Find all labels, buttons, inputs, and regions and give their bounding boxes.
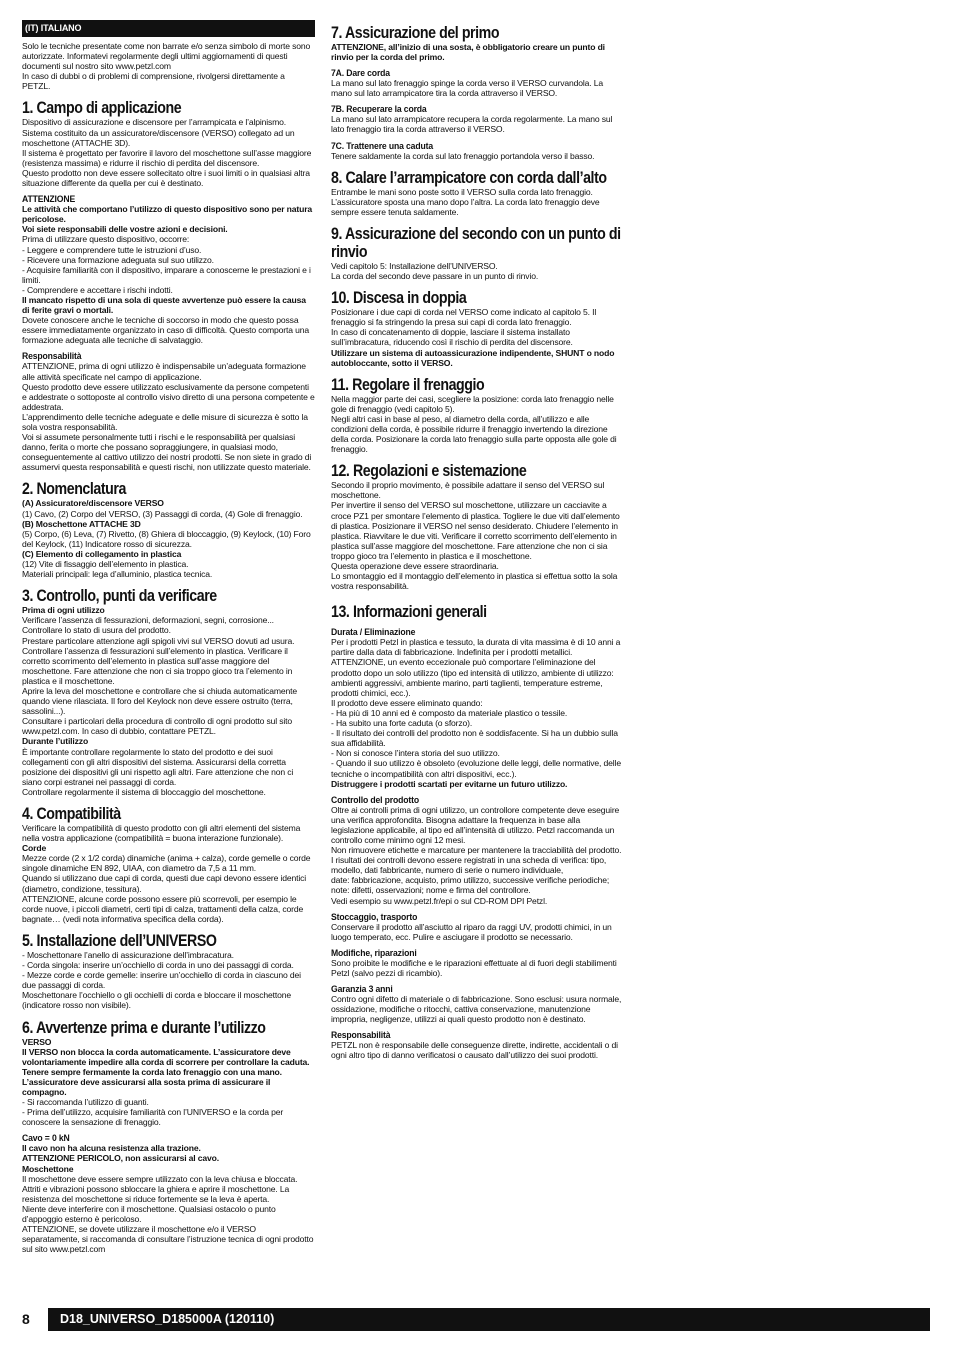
subsection-label: Moschettone: [22, 1163, 74, 1174]
subsection-title: Responsabilità: [331, 1029, 391, 1041]
paragraph: Questo prodotto non deve essere sollecitato oltre i suoi limiti o in qualsiasi altra situazione differente da quella per cui è destinato.: [22, 167, 310, 189]
section-title: 6. Avvertenze prima e durante l’utilizzo: [22, 1018, 266, 1037]
section-2: [22, 480, 315, 579]
subsection-label: VERSO: [22, 1036, 52, 1047]
subsection-label: (A) Assicuratore/discensore VERSO: [22, 498, 164, 509]
subsection-title: Modifiche, riparazioni: [331, 946, 417, 958]
paragraph: Verificare l’assenza di fessurazioni, deformazioni, segni, corrosione...: [22, 615, 274, 626]
paragraph: Posizionare i due capi di corda nel VERSO come indicato al capitolo 5. Il frenaggio si fa stringendo la presa sui capi di corda lato frenaggio.: [331, 307, 597, 328]
section-title: 11. Regolare il frenaggio: [331, 375, 485, 394]
paragraph: ATTENZIONE, prima di ogni utilizzo è indispensabile un’adeguata formazione alle attività specificate nel campo di applicazione.: [22, 361, 306, 382]
warning-text: Il VERSO non blocca la corda automaticamente. L’assicuratore deve volontariamente impedire alla corda di scorrere per controllare la caduta. Tenere sempre fermamente la corda lato frenaggio con una mano. L’assicuratore deve assicurarsi alla sosta prima di assicurare il compagno.: [22, 1046, 310, 1097]
subsection-title: Stoccaggio, trasporto: [331, 910, 418, 922]
warning-text: ATTENZIONE, all’inizio di una sosta, è obbligatorio creare un punto di rinvio per la corda del primo.: [331, 42, 605, 63]
section-9: [331, 225, 622, 281]
list-item: - Prima dell’utilizzo, acquisire familiarità con l’UNIVERSO e la corda per conoscere la sensazione di frenaggio.: [22, 1107, 284, 1128]
list-item: - Non si conosce l’intera storia del suo utilizzo.: [331, 748, 500, 759]
paragraph: Nella maggior parte dei casi, scegliere la posizione: corda lato frenaggio nelle gole di frenaggio (vedi capitolo 5).: [331, 393, 614, 414]
right-column: [331, 20, 622, 1060]
list-item: - Corda singola: inserire un’occhiello di corda in uno dei passaggi di corda.: [22, 960, 294, 971]
paragraph: Questo prodotto deve essere utilizzato esclusivamente da persone competenti e addestrate o sottoposte al controllo visivo diretto di una persona competente e addestrata.: [22, 381, 315, 412]
list-item: - Leggere e comprendere tutte le istruzioni d’uso.: [22, 244, 202, 255]
warning-text: Le attività che comportano l’utilizzo di questo dispositivo sono per natura pericolose.: [22, 204, 313, 225]
list-item: - Ricevere una formazione adeguata sul suo utilizzo.: [22, 254, 214, 265]
section-title: 8. Calare l’arrampicatore con corda dall’alto: [331, 168, 607, 187]
paragraph: Lo smontaggio ed il montaggio dell’elemento in plastica si effettua sotto la sola vostra responsabilità.: [331, 571, 618, 592]
paragraph: Per invertire il senso del VERSO sul moschettone, utilizzare un cacciavite a croce PZ1 per smontare l’elemento di plastica. Togliere le due viti dall’elemento di plastica. Posizionare il VERSO nel senso desiderato. Chiudere l’elemento in plastica. Riavvitare le due viti. Verificare il corretto scorrimento dell’elemento in plastica sull’asse maggiore del moschettone. Fare attenzione che non ci sia troppo gioco tra l’elemento in plastica e il moschettone.: [331, 500, 620, 561]
paragraph: Controllare lo stato di usura del prodotto.: [22, 625, 171, 636]
paragraph: Contro ogni difetto di materiale o di fabbricazione. Sono esclusi: usura normale, ossidazione, modifiche o ritocchi, cattiva conservazione, manutenzione impropria, negligenze, utilizzi ai quali questo prodotto non è destinato.: [331, 994, 622, 1025]
section-10: [331, 289, 622, 368]
section-title: 1. Campo di applicazione: [22, 99, 182, 118]
section-title: 13. Informazioni generali: [331, 603, 487, 622]
section-8: [331, 169, 622, 217]
section-title: 10. Discesa in doppia: [331, 289, 467, 308]
paragraph: Questa operazione deve essere straordinaria.: [331, 561, 499, 571]
paragraph: Attriti e vibrazioni possono sbloccare la ghiera e aprire il moschettone. La resistenza del moschettone si riduce fortemente se la leva è aperta.: [22, 1183, 290, 1204]
paragraph: Per i prodotti Petzl in plastica e tessuto, la durata di vita massima è di 10 anni a partire dalla data di fabbricazione. Indefinita per i prodotti metallici.: [331, 637, 621, 658]
paragraph: La mano sul lato frenaggio spinge la corda verso il VERSO curvandola. La mano sul lato arrampicatore tira la corda attraverso il VERSO.: [331, 78, 604, 99]
paragraph: Negli altri casi in base al peso, al diametro della corda, all’utilizzo e alle condizioni della corda, è possibile ridurre il frenaggio invertendo la direzione della corda. Posizionare la corda lato frenaggio sulla parte opposta alle gole di frenaggio.: [331, 413, 617, 455]
paragraph: Conservare il prodotto all’asciutto al riparo da raggi UV, prodotti chimici, in un luogo temperato, ecc. Pulire e asciugare il prodotto se necessario.: [331, 921, 612, 942]
paragraph: Controllare l’assenza di fessurazioni sull’elemento in plastica. Verificare il corretto scorrimento dell’elemento in plastica sull’asse maggiore del moschettone. Fare attenzione che non ci sia troppo gioco tra l’elemento in plastica e il moschettone.: [22, 645, 293, 686]
list-item: - Comprendere e accettare i rischi indotti.: [22, 284, 173, 295]
paragraph: Entrambe le mani sono poste sotto il VERSO sulla corda lato frenaggio.: [331, 186, 593, 197]
paragraph: In caso di concatenamento di doppie, lasciare il sistema installato sull’imbracatura, riducendo così il rischio di perdita del discensore.: [331, 327, 573, 348]
section-13: [331, 603, 622, 1060]
paragraph: ATTENZIONE, alcune corde possono essere più scorrevoli, per esempio le corde nuove, i piccoli diametri, certi tipi di calza, trattamenti della calza, corde bagnate… (vedi nota informativa specifica della corda).: [22, 893, 304, 924]
paragraph: Il sistema è progettato per favorire il lavoro del moschettone sull’asse maggiore (resistenza massima) e ridurre il rischio di perdita del discensore.: [22, 147, 312, 168]
warning-text: Il mancato rispetto di una sola di queste avvertenze può essere la causa di ferite gravi o mortali.: [22, 294, 306, 316]
paragraph: (1) Cavo, (2) Corpo del VERSO, (3) Passaggi di corda, (4) Gole di frenaggio.: [22, 508, 303, 519]
intro-1: Solo le tecniche presentate come non barrate e/o senza simbolo di morte sono autorizzate. Informatevi regolarmente degli ultimi aggiornamenti di questi documenti sul nostro sito www.petzl.com: [22, 41, 311, 72]
section-title: 9. Assicurazione del secondo con un punto di rinvio: [331, 224, 621, 261]
paragraph: Aprire la leva del moschettone e controllare che si chiuda automaticamente quando viene rilasciata. Il foro del Keylock non deve essere ostruito (terra, sassolini...).: [22, 685, 298, 717]
subsection-title: 7B. Recuperare la corda: [331, 103, 427, 115]
paragraph: Verificare la compatibilità di questo prodotto con gli altri elementi del sistema nella vostra applicazione (compatibilità = buona interazione funzionale).: [22, 823, 301, 844]
section-title: 12. Regolazioni e sistemazione: [331, 462, 527, 481]
subsection-label: (B) Moschettone ATTACHE 3D: [22, 518, 141, 529]
list-item: - Acquisire familiarità con il dispositivo, imparare a conoscerne le prestazioni e i limiti.: [22, 264, 311, 285]
section-title: 3. Controllo, punti da verificare: [22, 587, 217, 606]
warning-text: Utilizzare un sistema di autoassicurazione indipendente, SHUNT o nodo autobloccante, sotto il VERSO.: [331, 347, 615, 368]
paragraph: ATTENZIONE, un evento eccezionale può comportare l’eliminazione del prodotto dopo un solo utilizzo (tipo ed intensità di utilizzo, ambiente di utilizzo: ambienti aggressivi, ambiente marino, parti taglienti, temperature estreme, prodotti chimici, ecc.).: [331, 657, 614, 698]
list-item: - Mezze corde e corde gemelle: inserire un’occhiello di corda in ciascuno dei due passaggi di corda.: [22, 970, 301, 991]
paragraph: La corda del secondo deve passare in un punto di rinvio.: [331, 271, 539, 282]
warning-text: Il cavo non ha alcuna resistenza alla trazione.: [22, 1143, 201, 1154]
paragraph: Il moschettone deve essere sempre utilizzato con la leva chiusa e bloccata.: [22, 1173, 298, 1184]
list-item: - Quando il suo utilizzo è obsoleto (evoluzione delle leggi, delle normative, delle tecniche o incompatibilità con altri dispositivi, ecc.).: [331, 758, 621, 779]
paragraph: I risultati dei controlli devono essere registrati in una scheda di verifica: tipo, modello, dati fabbricante, numero di serie o numero individuale,: [331, 855, 607, 876]
paragraph: (12) Vite di fissaggio dell’elemento in plastica.: [22, 559, 189, 570]
list-item: Prima di utilizzare questo dispositivo, occorre:: [22, 234, 190, 245]
paragraph: Il prodotto deve essere eliminato quando:: [331, 697, 483, 708]
section-12: [331, 462, 622, 591]
paragraph: Moschettonare l’occhiello o gli occhielli di corda e bloccare il moschettone (indicatore rosso non visibile).: [22, 990, 291, 1011]
paragraph: L’apprendimento delle tecniche adeguate e delle misure di sicurezza è sotto la sola vostra responsabilità.: [22, 411, 308, 432]
list-item: - Moschettonare l’anello di assicurazione dell’imbracatura.: [22, 949, 234, 960]
paragraph: Non rimuovere etichette e marcature per mantenere la tracciabilità del prodotto.: [331, 845, 622, 856]
paragraph: Vedi capitolo 5: Installazione dell’UNIVERSO.: [331, 260, 498, 271]
subsection-label: Durante l’utilizzo: [22, 736, 89, 747]
paragraph: Dispositivo di assicurazione e discensore per l’arrampicata e l’alpinismo.: [22, 117, 287, 128]
section-title: 5. Installazione dell’UNIVERSO: [22, 931, 217, 950]
subsection-title: 7A. Dare corda: [331, 67, 390, 79]
list-item: - Ha più di 10 anni ed è composto da materiale plastico o tessile.: [331, 707, 568, 718]
paragraph: La mano sul lato arrampicatore recupera la corda regolarmente. La mano sul lato frenaggio tira la corda attraverso il VERSO.: [331, 114, 613, 135]
subsection-title: Controllo del prodotto: [331, 793, 419, 805]
warning-text: Distruggere i prodotti scartati per evitarne un futuro utilizzo.: [331, 778, 568, 789]
subsection-title: Responsabilità: [22, 350, 82, 362]
paragraph: È importante controllare regolarmente lo stato del prodotto e dei suoi collegamenti con gli altri dispositivi del sistema. Assicurarsi della corretta posizione dei dispositivi gli uni rispetto agli altri. Fare attenzione che non ci siano corpi estranei nei passaggi di corda.: [22, 746, 294, 787]
paragraph: Materiali principali: lega d’alluminio, plastica tecnica.: [22, 569, 213, 580]
section-11: [331, 376, 622, 455]
page-number: 8: [22, 1311, 30, 1327]
warning-text: ATTENZIONE PERICOLO, non assicurarsi al cavo.: [22, 1153, 220, 1164]
paragraph: Mezze corde (2 x 1/2 corda) dinamiche (anima + calza), corde gemelle o corde singole dinamiche EN 892, UIAA, con diametro da 7,5 a 11 mm.: [22, 853, 311, 874]
list-item: - Si raccomanda l’utilizzo di guanti.: [22, 1097, 149, 1108]
paragraph: Oltre ai controlli prima di ogni utilizzo, un controllore competente deve eseguire una verifica approfondita. Bisogna adattare la frequenza in base alla legislazione applicabile, al tipo ed all’intensità di utilizzo. Petzl raccomanda un controllo come minimo ogni 12 mesi.: [331, 804, 620, 845]
section-1: [22, 99, 315, 472]
subsection-title: ATTENZIONE: [22, 193, 76, 205]
paragraph: date: fabbricazione, acquisto, primo utilizzo, successive verifiche periodiche; note: difetti, osservazioni; nome e firma del controllore.: [331, 875, 610, 896]
paragraph: L’assicuratore sposta una mano dopo l’altra. La corda lato frenaggio deve sempre essere tenuta saldamente.: [331, 196, 600, 217]
section-title: 4. Compatibilità: [22, 805, 121, 823]
paragraph: Vedi esempio su www.petzl.fr/epi o sul CD-ROM DPI Petzl.: [331, 895, 548, 906]
list-item: - Il risultato dei controlli del prodotto non è soddisfacente. Si ha un dubbio sulla sua affidabilità.: [331, 728, 618, 749]
document-reference: D18_UNIVERSO_D185000A (120110): [48, 1308, 930, 1331]
section-3: [22, 587, 315, 797]
paragraph: Niente deve interferire con il moschettone. Qualsiasi ostacolo o punto d’appoggio esterno è pericoloso.: [22, 1203, 276, 1224]
paragraph: Tenere saldamente la corda sul lato frenaggio portandola verso il basso.: [331, 150, 595, 161]
section-4: [22, 805, 315, 924]
subsection-label: Prima di ogni utilizzo: [22, 605, 105, 616]
section-title: 7. Assicurazione del primo: [331, 24, 500, 42]
subsection-title: Cavo = 0 kN: [22, 1132, 70, 1144]
paragraph: Voi si assumete personalmente tutti i rischi e le responsabilità per qualsiasi danno, ferita o morte che possano sopraggiungere, in qualsiasi modo, conseguentemente al cattivo utilizzo dei nostri prodotti. Se non siete in grado di assumervi questa responsabilità e questi rischi, non utilizzate questo materiale.: [22, 432, 312, 473]
subsection-label: (C) Elemento di collegamento in plastica: [22, 548, 182, 559]
subsection-title: 7C. Trattenere una caduta: [331, 139, 434, 151]
section-5: [22, 932, 315, 1011]
section-title: 2. Nomenclatura: [22, 480, 126, 499]
paragraph: ATTENZIONE, se dovete utilizzare il moschettone e/o il VERSO separatamente, si raccomanda di consultare l’istruzione tecnica di ogni prodotto sul sito www.petzl.com: [22, 1224, 314, 1255]
section-6: [22, 1019, 315, 1255]
paragraph: Secondo il proprio movimento, è possibile adattare il senso del VERSO sul moschettone.: [331, 480, 605, 501]
paragraph: Consultare i particolari della procedura di controllo di ogni prodotto sul sito www.petzl.com. In caso di dubbio, contattare PETZL.: [22, 716, 292, 737]
paragraph: Sistema costituito da un assicuratore/discensore (VERSO) collegato ad un moschettone (ATTACHE 3D).: [22, 127, 295, 148]
subsection-title: Durata / Eliminazione: [331, 626, 416, 638]
paragraph: PETZL non è responsabile delle conseguenze dirette, indirette, accidentali o di ogni altro tipo di danno verificatosi o causato dall’utilizzo dei suoi prodotti.: [331, 1040, 618, 1061]
language-label: (IT) ITALIANO: [22, 20, 315, 37]
paragraph: Prestare particolare attenzione agli spigoli vivi sul VERSO dovuti ad usura.: [22, 635, 295, 646]
paragraph: Quando si utilizzano due capi di corda, questi due capi devono essere identici (diametro, condizione, tessitura).: [22, 873, 307, 894]
intro-2: In caso di dubbi o di problemi di comprensione, rivolgersi direttamente a PETZL.: [22, 71, 285, 92]
paragraph: Controllare regolarmente il sistema di bloccaggio del moschettone.: [22, 786, 266, 797]
subsection-label: Corde: [22, 843, 47, 854]
section-7: [331, 24, 622, 161]
paragraph: Dovete conoscere anche le tecniche di soccorso in modo che questo possa essere immediatamente organizzato in caso di difficoltà. Questo comporta una formazione adeguata alle tecniche di salvataggio.: [22, 315, 309, 346]
warning-text: Voi siete responsabili delle vostre azioni e decisioni.: [22, 224, 228, 235]
left-column: [22, 20, 315, 1254]
list-item: - Ha subito una forte caduta (o sforzo).: [331, 718, 473, 729]
paragraph: (5) Corpo, (6) Leva, (7) Rivetto, (8) Ghiera di bloccaggio, (9) Keylock, (10) Foro del Keylock, (11) Indicatore rosso di sicurezza.: [22, 528, 311, 549]
paragraph: Sono proibite le modifiche e le riparazioni effettuate al di fuori degli stabilimenti Petzl (salvo pezzi di ricambio).: [331, 957, 617, 978]
subsection-title: Garanzia 3 anni: [331, 983, 393, 994]
